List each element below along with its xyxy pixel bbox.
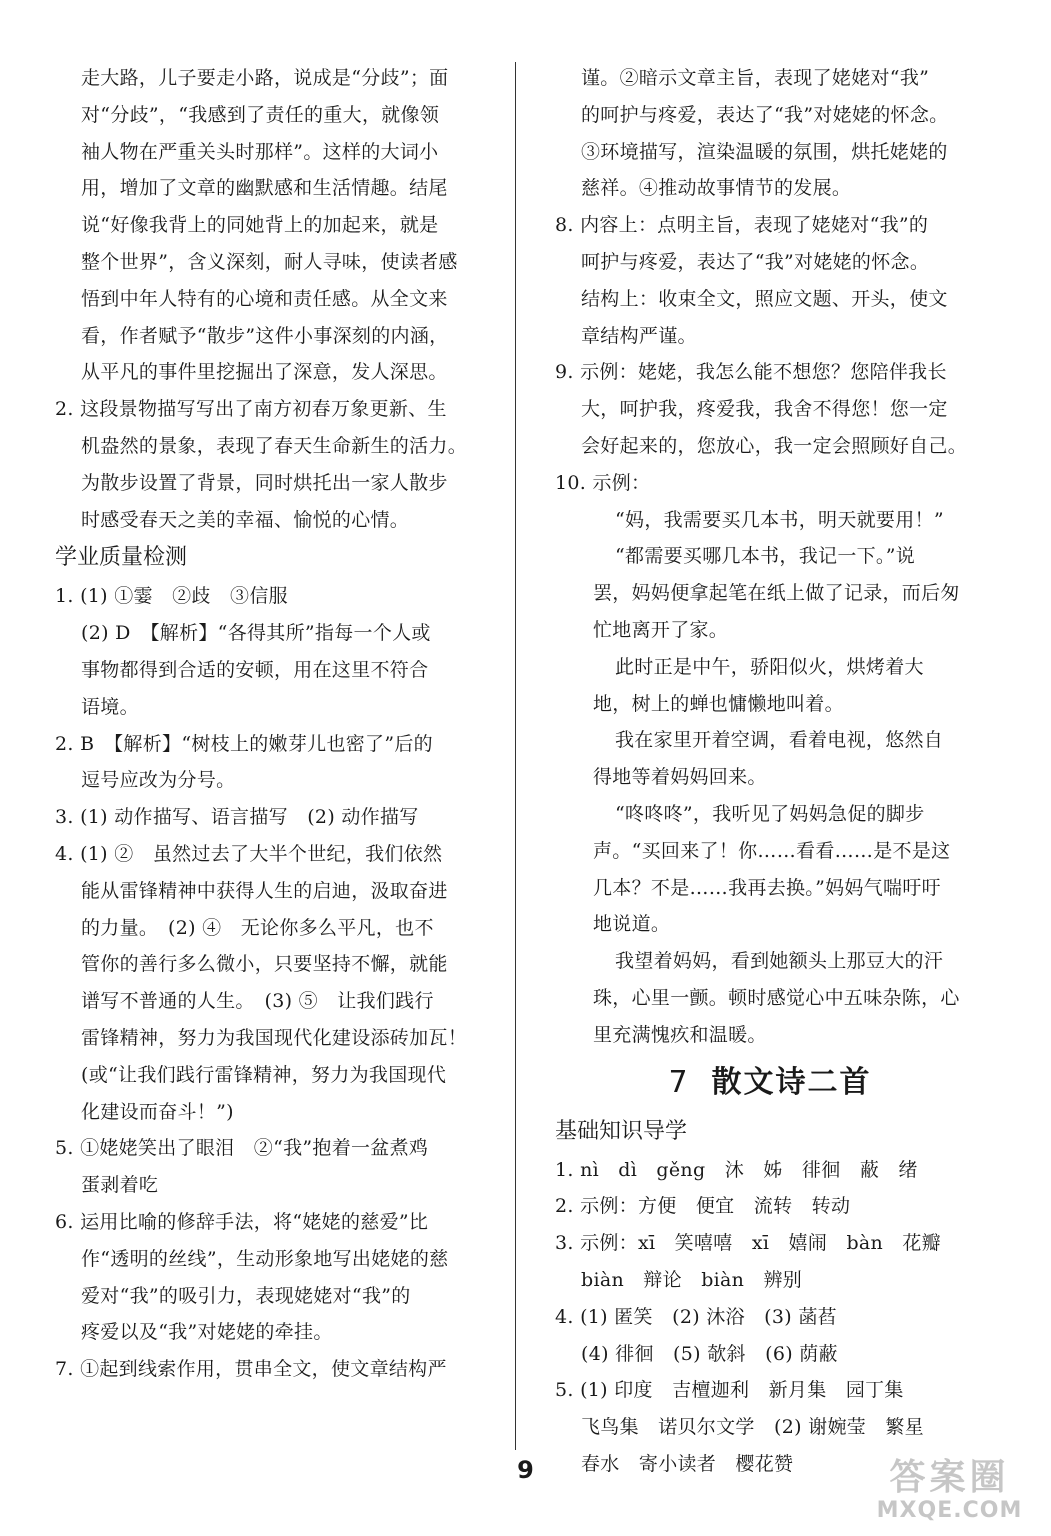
text-line: 整个世界”，含义深刻，耐人寻味，使读者感 xyxy=(81,250,458,273)
column-divider xyxy=(515,62,516,1450)
text-line: 3. 示例：xī 笑嘻嘻 xī 嬉闹 bàn 花瓣 xyxy=(555,1232,941,1255)
text-line: 从平凡的事件里挖掘出了深意，发人深思。 xyxy=(81,361,448,384)
text-line: 1. nì dì gěng 沐 姊 徘徊 蔽 绪 xyxy=(555,1158,918,1181)
text-line: ③环境描写，渲染温暖的氛围，烘托姥姥的 xyxy=(581,140,948,163)
text-line: 地说道。 xyxy=(593,913,671,936)
text-line: 化建设而奋斗！”) xyxy=(81,1100,234,1123)
text-line: 7. ①起到线索作用，贯串全文，使文章结构严 xyxy=(55,1358,447,1381)
text-line: (或“让我们践行雷锋精神，努力为我国现代 xyxy=(81,1063,447,1086)
text-line: 雷锋精神，努力为我国现代化建设添砖加瓦！ xyxy=(81,1026,468,1049)
text-line: 此时正是中午，骄阳似火，烘烤着大 xyxy=(615,655,924,678)
text-line: 蛋剥着吃 xyxy=(81,1174,159,1197)
text-line: 袖人物在严重关头时那样”。这样的大词小 xyxy=(81,140,439,163)
text-line: 里充满愧疚和温暖。 xyxy=(593,1023,767,1046)
text-line: 3. (1) 动作描写、语言描写 (2) 动作描写 xyxy=(55,806,419,829)
section-heading: 基础知识导学 xyxy=(555,1118,688,1144)
text-line: 慈祥。④推动故事情节的发展。 xyxy=(581,177,852,200)
text-line: 看，作者赋予“散步”这件小事深刻的内涵， xyxy=(81,324,449,347)
right-column-basics xyxy=(555,1112,985,1483)
text-line: 时感受春天之美的幸福、愉悦的心情。 xyxy=(81,508,410,531)
text-line: “妈，我需要买几本书，明天就要用！” xyxy=(615,508,944,531)
text-line: 我望着妈妈，看到她额头上那豆大的汗 xyxy=(615,950,944,973)
text-line: 为散步设置了背景，同时烘托出一家人散步 xyxy=(81,471,448,494)
text-line: 走大路，儿子要走小路，说成是“分歧”；面 xyxy=(81,67,449,89)
text-line: 忙地离开了家。 xyxy=(593,618,729,641)
text-line: 大，呵护我，疼爱我，我舍不得您！您一定 xyxy=(581,398,948,421)
text-line: 1. (1) ①霎 ②歧 ③信服 xyxy=(55,585,288,608)
text-line: 的呵护与疼爱，表达了“我”对姥姥的怀念。 xyxy=(581,103,949,126)
right-column xyxy=(555,60,985,1483)
page-number: 9 xyxy=(517,1456,534,1484)
text-line: 管你的善行多么微小，只要坚持不懈，就能 xyxy=(81,953,448,976)
text-line: 用，增加了文章的幽默感和生活情趣。结尾 xyxy=(81,177,448,200)
text-line: 呵护与疼爱，表达了“我”对姥姥的怀念。 xyxy=(581,250,930,273)
text-line: (4) 徘徊 (5) 欹斜 (6) 荫蔽 xyxy=(581,1342,838,1365)
text-line: 逗号应改为分号。 xyxy=(81,769,236,792)
text-line: 地，树上的蝉也慵懒地叫着。 xyxy=(593,692,844,715)
text-line: 4. (1) 匿笑 (2) 沐浴 (3) 菡萏 xyxy=(555,1305,837,1328)
text-line: 能从雷锋精神中获得人生的启迪，汲取奋进 xyxy=(81,879,448,902)
text-line: 8. 内容上：点明主旨，表现了姥姥对“我”的 xyxy=(555,214,929,237)
text-line: 对“分歧”，“我感到了责任的重大，就像领 xyxy=(81,103,440,126)
text-line: 爱对“我”的吸引力，表现姥姥对“我”的 xyxy=(81,1284,411,1307)
text-line: 9. 示例：姥姥，我怎么能不想您？您陪伴我长 xyxy=(555,361,947,384)
text-line: 2. 这段景物描写写出了南方初春万象更新、生 xyxy=(55,398,447,421)
text-line: 会好起来的，您放心，我一定会照顾好自己。 xyxy=(581,434,968,457)
text-line: 作“透明的丝线”，生动形象地写出姥姥的慈 xyxy=(81,1247,449,1270)
text-line: 的力量。 (2) ④ 无论你多么平凡，也不 xyxy=(81,916,434,939)
text-line: 悟到中年人特有的心境和责任感。从全文来 xyxy=(81,287,448,310)
text-line: 语境。 xyxy=(81,695,139,718)
text-line: 声。“买回来了！你……看看……是不是这 xyxy=(593,839,951,862)
text-line: 5. ①姥姥笑出了眼泪 ②“我”抱着一盆煮鸡 xyxy=(55,1137,429,1160)
text-line: 2. 示例：方便 便宜 流转 转动 xyxy=(555,1195,851,1218)
text-line: 我在家里开着空调，看着电视，悠然自 xyxy=(615,729,944,752)
text-line: 10. 示例： xyxy=(555,471,651,494)
chapter-heading xyxy=(555,1054,985,1112)
right-column-answers xyxy=(555,60,985,1054)
text-line: 得地等着妈妈回来。 xyxy=(593,766,767,789)
text-line: 疼爱以及“我”对姥姥的牵挂。 xyxy=(81,1321,333,1344)
text-line: 春水 寄小读者 樱花赞 xyxy=(581,1452,794,1475)
text-line: 4. (1) ② 虽然过去了大半个世纪，我们依然 xyxy=(55,842,443,865)
section-heading: 学业质量检测 xyxy=(55,545,188,571)
text-line: 章结构严谨。 xyxy=(581,324,697,347)
text-line: 飞鸟集 诺贝尔文学 (2) 谢婉莹 繁星 xyxy=(581,1416,924,1439)
watermark-logo xyxy=(862,1458,1037,1530)
chapter-title: 散文诗二首 xyxy=(711,1064,872,1100)
text-line: 谨。②暗示文章主旨，表现了姥姥对“我” xyxy=(581,67,930,89)
text-line: 罢，妈妈便拿起笔在纸上做了记录，而后匆 xyxy=(593,582,960,605)
text-line: 几本？不是……我再去换。”妈妈气喘吁吁 xyxy=(593,876,941,899)
text-line: 2. B 【解析】“树枝上的嫩芽儿也密了”后的 xyxy=(55,732,433,755)
text-line: 说“好像我背上的同她背上的加起来，就是 xyxy=(81,214,439,237)
text-line: 事物都得到合适的安顿，用在这里不符合 xyxy=(81,658,429,681)
text-line: biàn 辩论 biàn 辨别 xyxy=(581,1268,803,1291)
text-line: 谱写不普通的人生。 (3) ⑤ 让我们践行 xyxy=(81,990,434,1013)
text-line: “都需要买哪几本书，我记一下。”说 xyxy=(615,545,916,568)
text-line: 6. 运用比喻的修辞手法，将“姥姥的慈爱”比 xyxy=(55,1210,429,1233)
text-line: (2) D 【解析】“各得其所”指每一个人或 xyxy=(81,622,431,645)
text-line: 珠，心里一颤。顿时感觉心中五味杂陈，心 xyxy=(593,986,960,1009)
left-column xyxy=(55,60,495,1388)
text-line: “咚咚咚”，我听见了妈妈急促的脚步 xyxy=(615,802,925,825)
text-line: 5. (1) 印度 吉檀迦利 新月集 园丁集 xyxy=(555,1379,904,1402)
watermark-bottom: MXQE.COM xyxy=(876,1498,1023,1523)
watermark-top: 答案圈 xyxy=(889,1457,1010,1498)
text-line: 机盎然的景象，表现了春天生命新生的活力。 xyxy=(81,434,468,457)
chapter-number: 7 xyxy=(668,1064,690,1100)
text-line: 结构上：收束全文，照应文题、开头，使文 xyxy=(581,287,948,310)
